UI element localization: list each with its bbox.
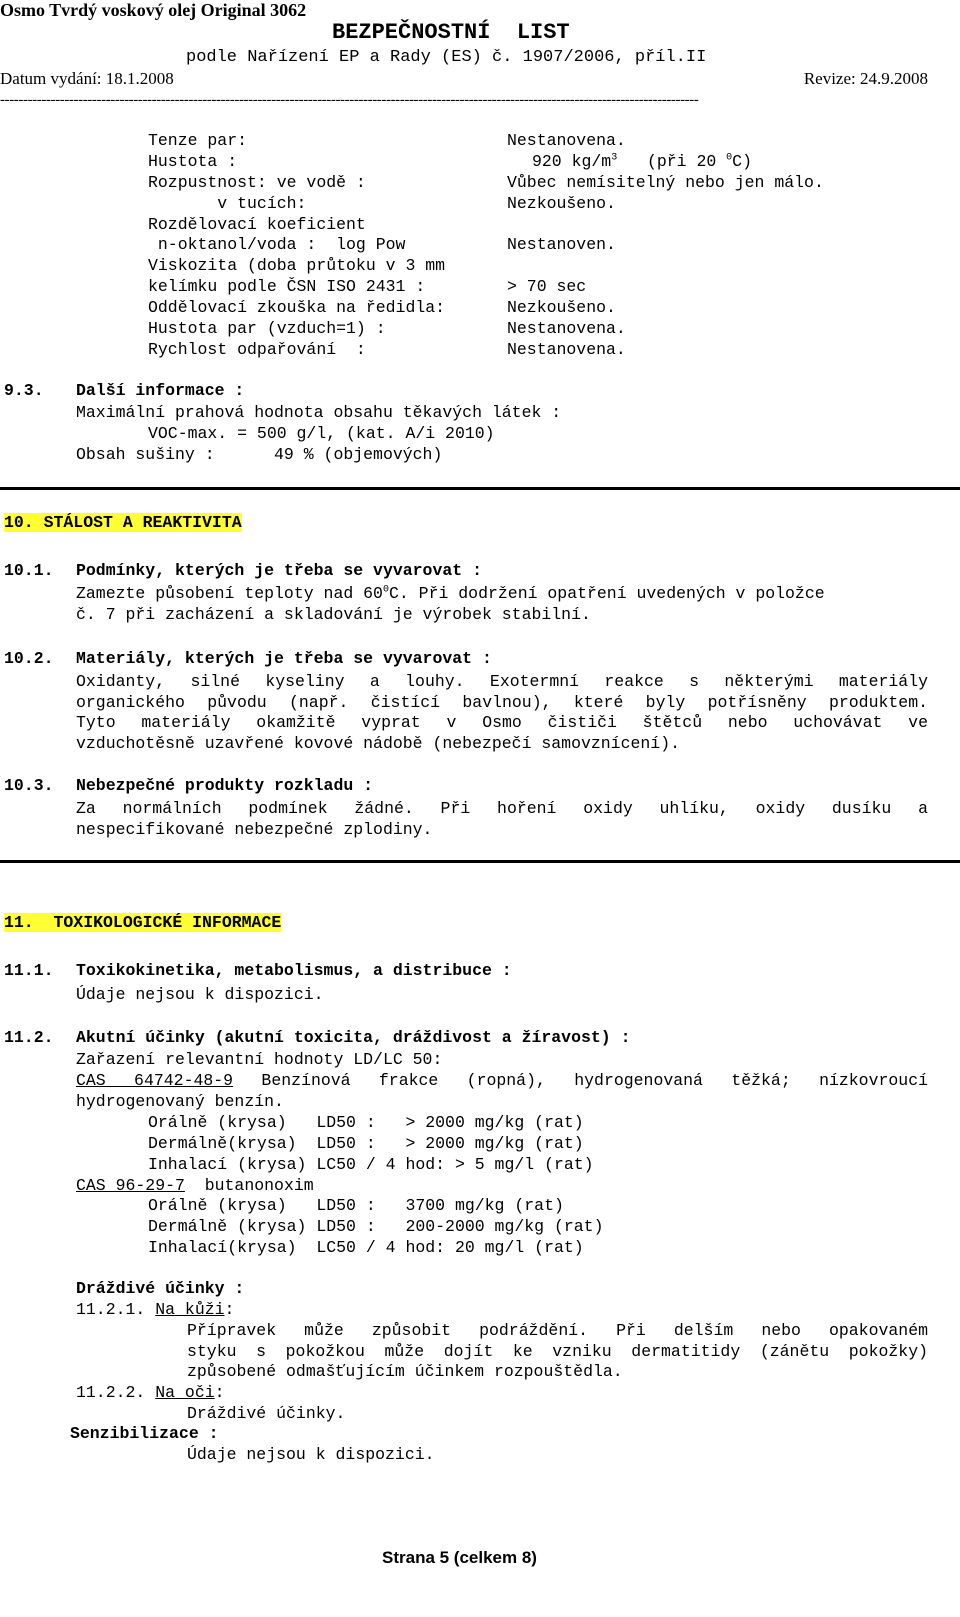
toxicity-row: Orálně (krysa) LD50 : > 2000 mg/kg (rat) [148, 1113, 584, 1132]
paragraph-line: Zařazení relevantní hodnoty LD/LC 50: [76, 1050, 443, 1069]
prop-label: kelímku podle ČSN ISO 2431 : [148, 277, 426, 296]
section-divider [0, 860, 960, 863]
prop-value: Nestanovena. [507, 319, 626, 338]
toxicity-row: Dermálně(krysa) LD50 : > 2000 mg/kg (rat) [148, 1134, 584, 1153]
section-title: Akutní účinky (akutní toxicita, dráždivost a žíravost) : [76, 1028, 631, 1047]
paragraph-line: organického původu (např. čistící bavlnou), které byly potřísněny produktem. [76, 693, 928, 712]
cas-entry: CAS 96-29-7 butanonoxim [76, 1176, 314, 1195]
prop-value: Nestanovena. [507, 340, 626, 359]
prop-value: Nezkoušeno. [507, 298, 616, 317]
paragraph-line: Přípravek může způsobit podráždění. Při delším nebo opakovaném [187, 1321, 928, 1340]
product-name: Osmo Tvrdý voskový olej Original 3062 [0, 0, 307, 20]
paragraph-line: Údaje nejsou k dispozici. [76, 985, 324, 1004]
header-separator: -------------------------------------------------------------------------------------------------------------------------------------------------------- [0, 93, 699, 107]
prop-label: v tucích: [148, 194, 307, 213]
paragraph-line: vzduchotěsně uzavřené kovové nádobě (nebezpečí samovznícení). [76, 734, 680, 753]
document-title: BEZPEČNOSTNÍ LIST [332, 20, 570, 45]
prop-value: Vůbec nemísitelný nebo jen málo. [507, 173, 824, 192]
section-heading: 11. TOXIKOLOGICKÉ INFORMACE [4, 913, 282, 932]
regulation-subtitle: podle Nařízení EP a Rady (ES) č. 1907/2006, příl.II [186, 48, 707, 67]
paragraph-line: Maximální prahová hodnota obsahu těkavých látek : [76, 403, 562, 422]
page-number: Strana 5 (celkem 8) [382, 1548, 537, 1567]
subsection-label: 11.2.1. Na kůži: [76, 1300, 235, 1319]
cas-number: CAS 96-29-7 [76, 1176, 185, 1195]
paragraph-line: způsobené odmašťujícím účinkem rozpouštědla. [187, 1362, 623, 1381]
subsection-title: Dráždivé účinky : [76, 1279, 245, 1298]
paragraph-line: Dráždivé účinky. [187, 1404, 346, 1423]
prop-value: > 70 sec [507, 277, 587, 296]
subsection-label: 11.2.2. Na oči: [76, 1383, 225, 1402]
toxicity-row: Inhalací(krysa) LC50 / 4 hod: 20 mg/l (rat) [148, 1238, 584, 1257]
toxicity-row: Inhalací (krysa) LC50 / 4 hod: > 5 mg/l (rat) [148, 1155, 594, 1174]
section-heading: 10. STÁLOST A REAKTIVITA [4, 513, 242, 532]
cas-entry: CAS 64742-48-9 Benzínová frakce (ropná), hydrogenovaná těžká; nízkovroucí [76, 1071, 928, 1090]
paragraph-line: VOC-max. = 500 g/l, (kat. A/i 2010) [148, 424, 495, 443]
paragraph-line: Za normálních podmínek žádné. Při hoření oxidy uhlíku, oxidy dusíku a [76, 799, 928, 818]
prop-label: Viskozita (doba průtoku v 3 mm [148, 256, 446, 275]
section-title: Další informace : [76, 381, 245, 400]
paragraph-line: styku s pokožkou může dojít ke vzniku dermatitidy (zánětu pokožky) [187, 1342, 928, 1361]
paragraph-line: nespecifikované nebezpečné zplodiny. [76, 820, 433, 839]
prop-label: Tenze par: [148, 131, 248, 150]
paragraph-line: Obsah sušiny : 49 % (objemových) [76, 445, 443, 464]
paragraph-line: č. 7 při zacházení a skladování je výrobek stabilní. [76, 605, 591, 624]
section-number: 9.3. [4, 381, 44, 400]
prop-label: Hustota par (vzduch=1) : [148, 319, 386, 338]
prop-label: Rozpustnost: ve vodě : [148, 173, 366, 192]
prop-label: Oddělovací zkouška na ředidla: [148, 298, 446, 317]
prop-label: Rozdělovací koeficient [148, 215, 366, 234]
revision-date: Revize: 24.9.2008 [803, 69, 928, 88]
prop-value: Nestanoven. [507, 235, 616, 254]
issue-date: Datum vydání: 18.1.2008 [0, 69, 174, 88]
section-number: 11.1. [4, 961, 54, 980]
paragraph-line: Oxidanty, silné kyseliny a louhy. Exotermní reakce s některými materiály [76, 672, 928, 691]
section-title: Materiály, kterých je třeba se vyvarovat : [76, 649, 492, 668]
section-number: 10.1. [4, 561, 54, 580]
prop-value: Nestanovena. [507, 131, 626, 150]
cas-number: CAS 64742-48-9 [76, 1071, 234, 1090]
prop-label: Hustota : [148, 152, 238, 171]
toxicity-row: Orálně (krysa) LD50 : 3700 mg/kg (rat) [148, 1196, 564, 1215]
prop-label: Rychlost odpařování : [148, 340, 366, 359]
prop-value: 920 $kg/m^3$ (při 20 $^0$C) [532, 152, 752, 171]
paragraph-line: Tyto materiály okamžitě vyprat v Osmo čističi štětců nebo uchovávat ve [76, 713, 928, 732]
toxicity-row: Dermálně (krysa) LD50 : 200-2000 mg/kg (rat) [148, 1217, 604, 1236]
section-number: 11.2. [4, 1028, 54, 1047]
section-title: Podmínky, kterých je třeba se vyvarovat : [76, 561, 482, 580]
paragraph-line: Zamezte působení teploty nad $60^0C$. Při dodržení opatření uvedených v položce [76, 584, 825, 603]
section-title: Toxikokinetika, metabolismus, a distribuce : [76, 961, 512, 980]
section-title: Nebezpečné produkty rozkladu : [76, 776, 374, 795]
prop-value: Nezkoušeno. [507, 194, 616, 213]
paragraph-line: hydrogenovaný benzín. [76, 1092, 284, 1111]
paragraph-line: Údaje nejsou k dispozici. [187, 1445, 435, 1464]
section-number: 10.3. [4, 776, 54, 795]
prop-label: n-oktanol/voda : log Pow [148, 235, 406, 254]
section-divider [0, 487, 960, 490]
subsection-title: Senzibilizace : [70, 1424, 219, 1443]
section-number: 10.2. [4, 649, 54, 668]
